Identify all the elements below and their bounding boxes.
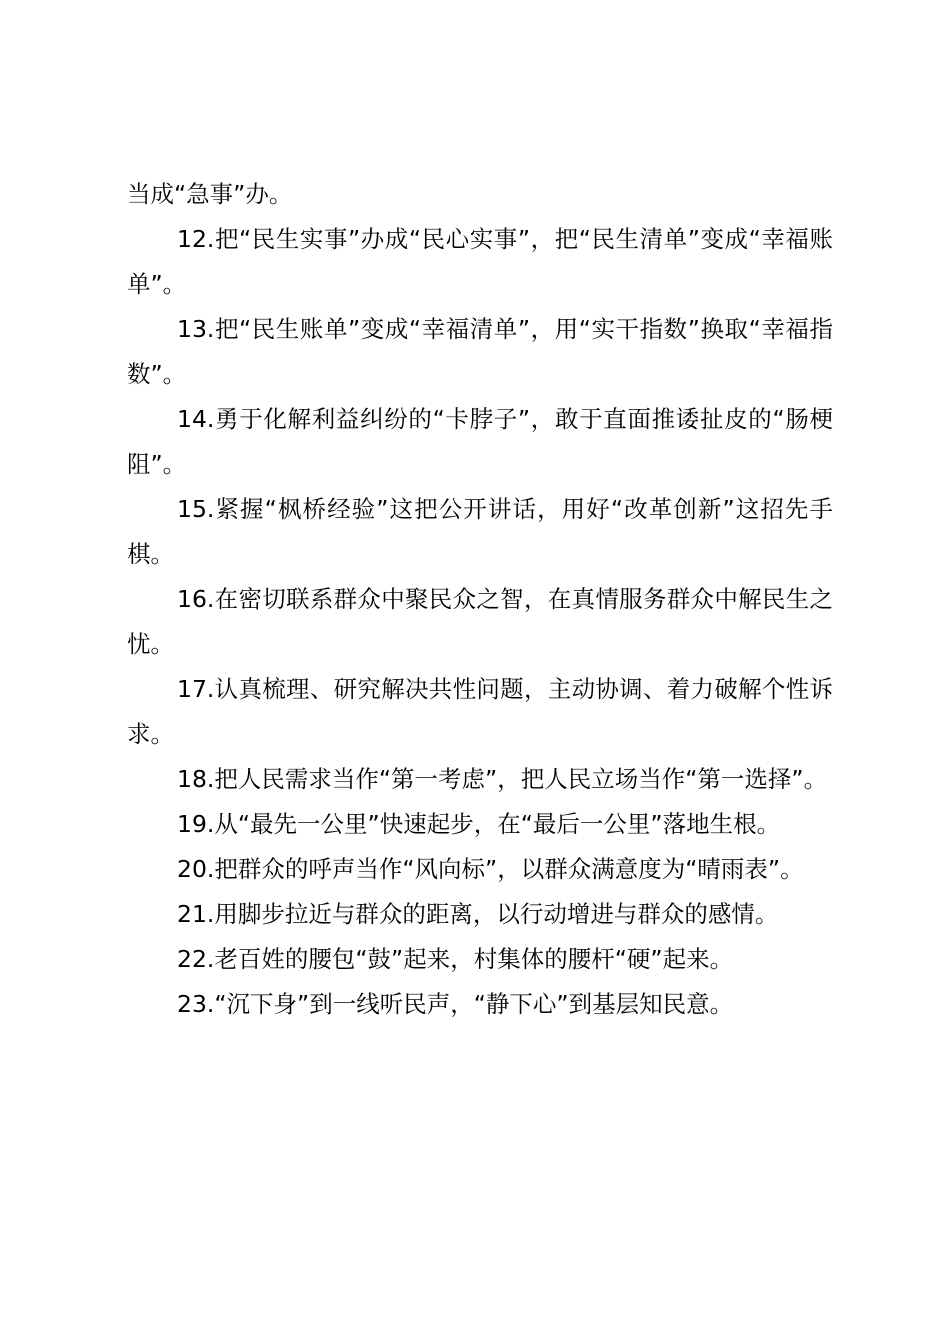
list-item-18: 18.把人民需求当作“第一考虑”，把人民立场当作“第一选择”。 [177, 765, 828, 793]
list-item-12: 12.把“民生实事”办成“民心实事”，把“民生清单”变成“幸福账单”。 [127, 225, 833, 298]
paragraph-continuation: 当成“急事”办。 [127, 180, 293, 208]
list-item-20: 20.把群众的呼声当作“风向标”，以群众满意度为“晴雨表”。 [177, 855, 804, 883]
list-item-23: 23.“沉下身”到一线听民声，“静下心”到基层知民意。 [177, 990, 734, 1018]
list-item-14: 14.勇于化解利益纠纷的“卡脖子”，敢于直面推诿扯皮的“肠梗阻”。 [127, 405, 833, 478]
list-item-21: 21.用脚步拉近与群众的距离，以行动增进与群众的感情。 [177, 900, 779, 928]
list-item-22: 22.老百姓的腰包“鼓”起来，村集体的腰杆“硬”起来。 [177, 945, 734, 973]
document-body [127, 172, 833, 1027]
list-item-19: 19.从“最先一公里”快速起步，在“最后一公里”落地生根。 [177, 810, 781, 838]
list-item-16: 16.在密切联系群众中聚民众之智，在真情服务群众中解民生之忧。 [127, 585, 833, 658]
list-item-13: 13.把“民生账单”变成“幸福清单”，用“实干指数”换取“幸福指数”。 [127, 315, 833, 388]
list-item-15: 15.紧握“枫桥经验”这把公开讲话，用好“改革创新”这招先手棋。 [127, 495, 833, 568]
list-item-17: 17.认真梳理、研究解决共性问题，主动协调、着力破解个性诉求。 [127, 675, 833, 748]
